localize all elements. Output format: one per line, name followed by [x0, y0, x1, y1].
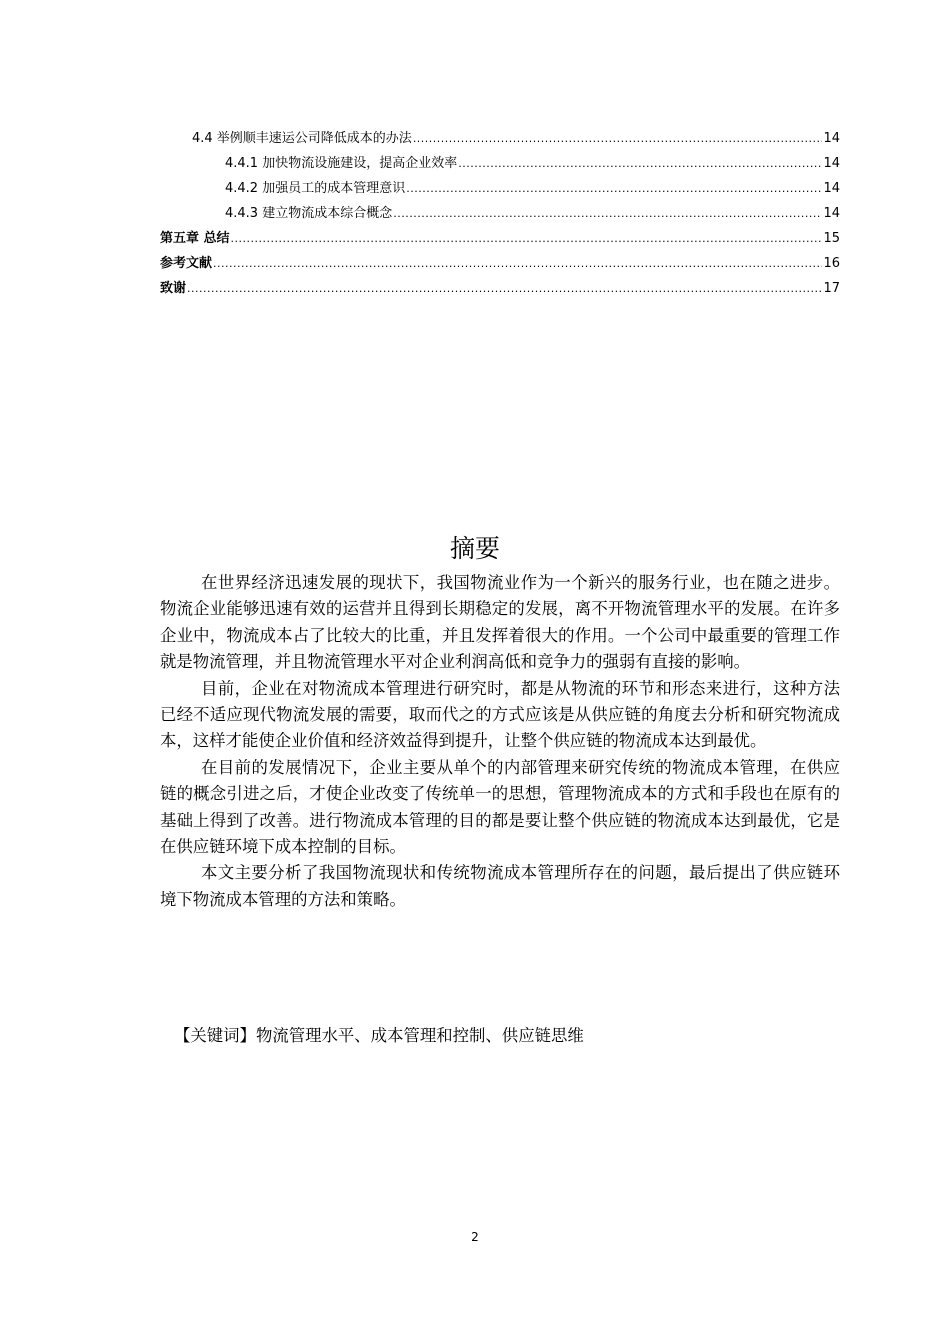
toc-leader-dots — [393, 201, 822, 226]
table-of-contents — [160, 126, 840, 301]
toc-leader-dots — [231, 226, 823, 251]
toc-entry-title: 4.4 举例顺丰速运公司降低成本的办法 — [192, 131, 412, 146]
toc-entry[interactable] — [160, 126, 840, 151]
toc-entry[interactable] — [160, 251, 840, 276]
abstract-body — [160, 570, 840, 913]
toc-leader-dots — [458, 151, 822, 176]
abstract-paragraph: 目前，企业在对物流成本管理进行研究时，都是从物流的环节和形态来进行，这种方法已经不适应现代物流发展的需要，取而代之的方式应该是从供应链的角度去分析和研究物流成本，这样才能使企业价值和经济效益得到提升，让整个供应链的物流成本达到最优。 — [160, 678, 840, 751]
toc-entry-title: 第五章 总结 — [160, 231, 230, 246]
abstract-paragraph: 本文主要分析了我国物流现状和传统物流成本管理所存在的问题，最后提出了供应链环境下物流成本管理的方法和策略。 — [160, 863, 840, 909]
toc-entry-title: 4.4.2 加强员工的成本管理意识 — [225, 181, 406, 196]
keywords-line: 【关键词】物流管理水平、成本管理和控制、供应链思维 — [174, 1026, 584, 1045]
toc-entry-page: 14 — [823, 181, 840, 196]
toc-entry-page: 17 — [823, 281, 840, 296]
toc-entry-title: 4.4.3 建立物流成本综合概念 — [225, 206, 393, 221]
toc-entry-title: 致谢 — [160, 281, 187, 296]
toc-entry-page: 14 — [823, 156, 840, 171]
toc-entry[interactable] — [160, 151, 840, 176]
toc-leader-dots — [187, 276, 822, 301]
toc-entry-title: 参考文献 — [160, 256, 213, 271]
toc-entry-page: 14 — [823, 131, 840, 146]
toc-entry[interactable] — [160, 226, 840, 251]
toc-entry-title: 4.4.1 加快物流设施建设，提高企业效率 — [225, 156, 458, 171]
toc-leader-dots — [213, 251, 822, 276]
abstract-paragraph: 在世界经济迅速发展的现状下，我国物流业作为一个新兴的服务行业，也在随之进步。物流企业能够迅速有效的运营并且得到长期稳定的发展，离不开物流管理水平的发展。在许多企业中，物流成本占了比较大的比重，并且发挥着很大的作用。一个公司中最重要的管理工作就是物流管理，并且物流管理水平对企业利润高低和竞争力的强弱有直接的影响。 — [160, 573, 840, 672]
toc-entry-page: 14 — [823, 206, 840, 221]
toc-entry-page: 15 — [823, 231, 840, 246]
toc-entry[interactable] — [160, 201, 840, 226]
abstract-paragraph: 在目前的发展情况下，企业主要从单个的内部管理来研究传统的物流成本管理，在供应链的概念引进之后，才使企业改变了传统单一的思想，管理物流成本的方式和手段也在原有的基础上得到了改善。进行物流成本管理的目的都是要让整个供应链的物流成本达到最优，它是在供应链环境下成本控制的目标。 — [160, 757, 840, 857]
toc-leader-dots — [413, 126, 823, 151]
toc-entry[interactable] — [160, 176, 840, 201]
toc-leader-dots — [406, 176, 822, 201]
page-number: 2 — [471, 1230, 479, 1244]
toc-entry-page: 16 — [823, 256, 840, 271]
abstract-heading: 摘要 — [449, 534, 500, 563]
toc-entry[interactable] — [160, 276, 840, 301]
